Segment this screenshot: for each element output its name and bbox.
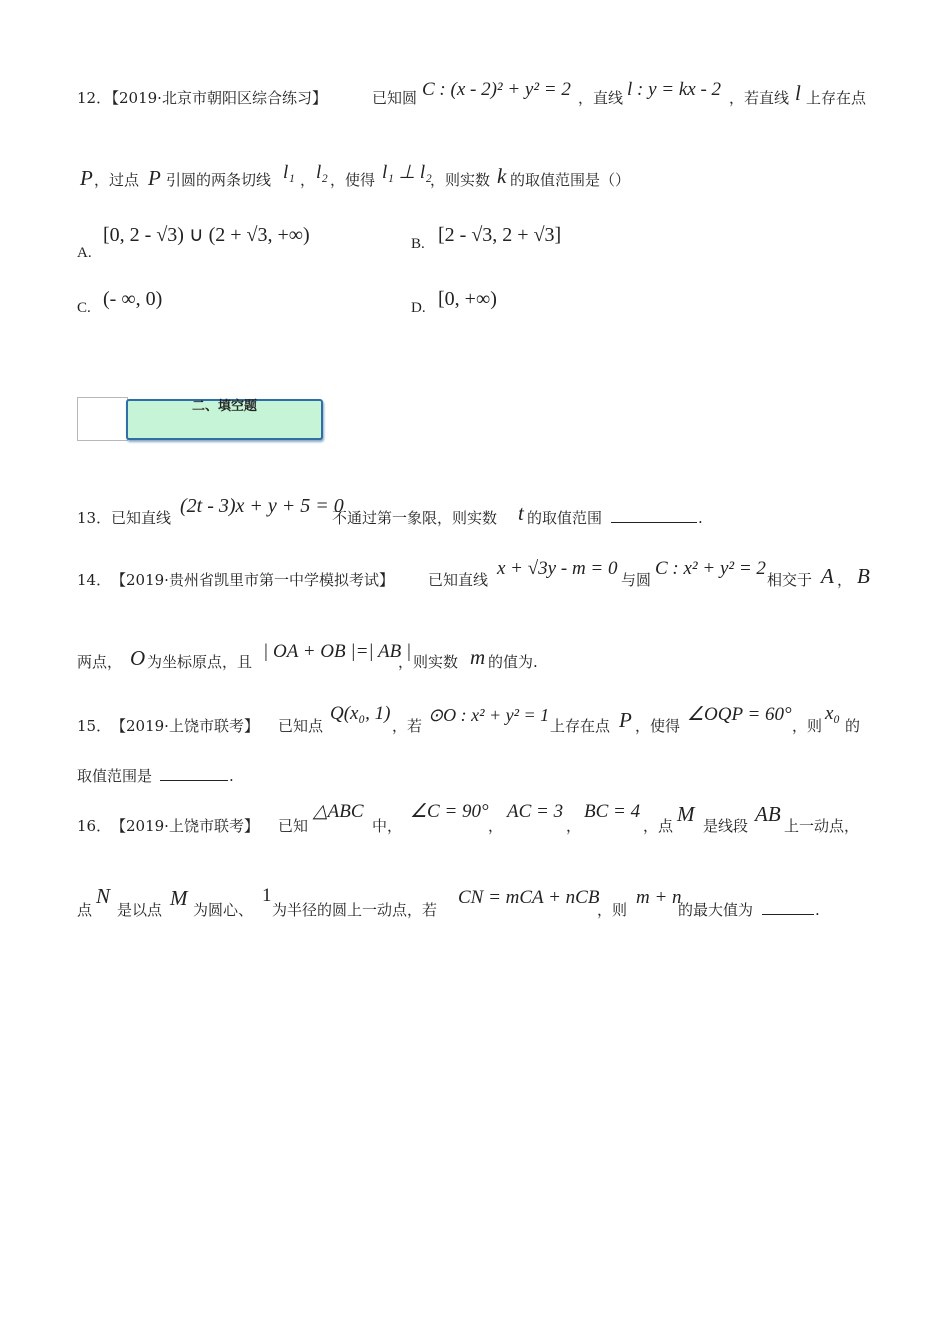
question-source: 【2019·贵州省凯里市第一中学模拟考试】 [111,571,394,589]
answer-blank[interactable] [762,900,814,915]
math-symbol: P [148,166,161,190]
question-text: 中， [372,817,403,835]
question-text: 为坐标原点，且 [147,653,253,671]
question-text: 取值范围是 [77,767,153,785]
section-header [126,399,323,440]
angle-c: ∠C = 90° [410,801,489,822]
answer-blank[interactable] [611,508,697,523]
question-text: . [229,767,234,785]
side-ac: AC = 3 [507,801,564,822]
question-text: ，点 [643,817,674,835]
question-text: ，若直线 [729,89,790,107]
question-text: ，过点 [94,171,140,189]
math-symbol: N [96,884,111,908]
question-text: 的取值范围是（） [510,171,631,189]
question-text: 上一动点， [784,817,860,835]
circle-equation: C : (x - 2)² + y² = 2 [422,79,571,100]
question-source: 【2019·北京市朝阳区综合练习】 [104,89,327,107]
question-text: 为圆心、 [193,901,254,919]
math-symbol: P [619,708,632,732]
question-source: 【2019·上饶市联考】 [111,817,259,835]
math-symbol: l₂ [316,162,328,183]
question-text: 点 [77,901,93,919]
circle-equation: ⊙O : x² + y² = 1 [428,705,550,725]
question-text: 的最大值为 [678,901,754,919]
circle-equation: C : x² + y² = 2 [655,558,766,579]
point-q: Q(x₀, 1) [330,703,391,724]
question-text: 已知直线 [111,509,172,527]
question-text: ， [300,171,316,189]
option-math: [2 - √3, 2 + √3] [438,224,562,246]
option-math: [0, 2 - √3) ∪ (2 + √3, +∞) [103,224,310,246]
question-text: 相交于 [767,571,813,589]
question-text: ，则实数 [398,653,459,671]
question-text: 是以点 [117,901,163,919]
angle-condition: ∠OQP = 60° [687,704,792,725]
option-math: (- ∞, 0) [103,288,163,310]
math-symbol: O [130,646,146,670]
question-text: ， [837,571,853,589]
question-text: 已知直线 [428,571,489,589]
math-symbol: M [170,886,188,910]
question-text: 引圆的两条切线 [166,171,272,189]
triangle: △ABC [313,801,364,822]
math-expression: m + n [636,887,682,908]
option-math: [0, +∞) [438,288,497,310]
question-text: 与圆 [621,571,652,589]
question-text: ，则 [792,717,823,735]
math-symbol: l [795,81,801,105]
question-text: 两点， [77,653,123,671]
answer-blank[interactable] [160,766,228,781]
vector-equation: CN = mCA + nCB [458,887,600,908]
question-text: ，则实数 [430,171,491,189]
question-text: ，则 [597,901,628,919]
question-text: 不通过第一象限，则实数 [332,509,498,527]
question-text: ，直线 [578,89,624,107]
perpendicular-condition: l₁ ⊥ l₂ [382,162,432,183]
question-text: 已知点 [278,717,324,735]
line-equation: (2t - 3)x + y + 5 = 0 [180,495,344,517]
question-text: 上存在点 [806,89,867,107]
option-label: B. [411,236,425,252]
math-symbol: B [857,564,870,588]
math-symbol: l₁ [283,162,295,183]
math-symbol: k [497,164,507,188]
question-text: ， [488,817,504,835]
math-symbol: 1 [262,885,272,906]
question-text: 上存在点 [550,717,611,735]
question-number: 14． [77,571,112,589]
question-text: . [815,901,820,919]
question-text: 的值为. [488,653,538,671]
math-symbol: x₀ [825,703,841,724]
line-equation: x + √3y - m = 0 [497,558,618,579]
option-label: D. [411,300,426,316]
question-text: ， [566,817,582,835]
side-bc: BC = 4 [584,801,641,822]
section-number-box [77,397,128,441]
question-text: ，若 [392,717,423,735]
question-text: . [698,509,703,527]
question-number: 12． [77,89,112,107]
vector-condition: | OA + OB |=| AB | [263,641,412,662]
option-label: A. [77,245,92,261]
question-text: 的取值范围 [527,509,603,527]
question-source: 【2019·上饶市联考】 [111,717,259,735]
question-text: 已知 [278,817,309,835]
math-symbol: m [470,645,486,669]
question-text: 已知圆 [372,89,418,107]
option-label: C. [77,300,91,316]
math-symbol: M [677,802,695,826]
math-symbol: A [821,564,834,588]
math-symbol: AB [755,802,781,826]
question-text: 是线段 [703,817,749,835]
question-number: 16． [77,817,112,835]
question-text: 的 [845,717,861,735]
math-symbol: P [80,166,93,190]
question-text: 为半径的圆上一动点，若 [272,901,438,919]
question-number: 13． [77,509,112,527]
question-text: ，使得 [635,717,681,735]
question-number: 15． [77,717,112,735]
question-text: ，使得 [330,171,376,189]
line-equation: l : y = kx - 2 [627,79,722,100]
section-title: 二、填空题 [192,399,258,414]
math-symbol: t [518,501,524,525]
